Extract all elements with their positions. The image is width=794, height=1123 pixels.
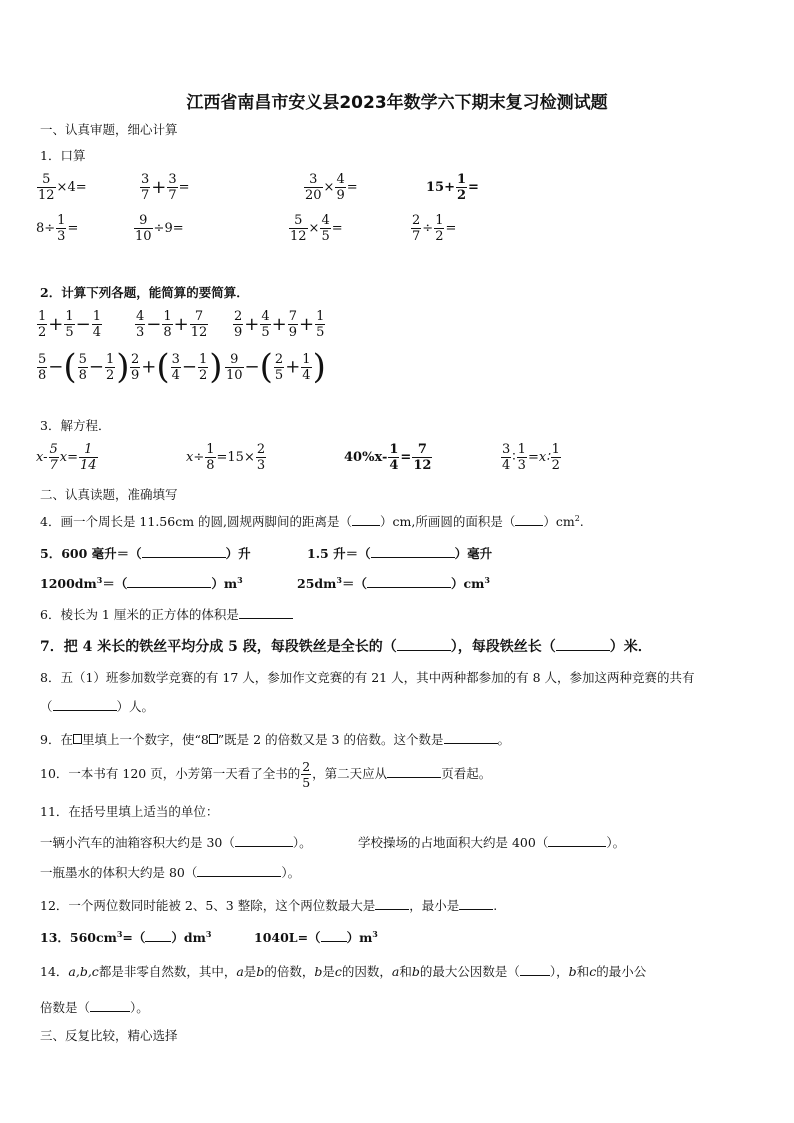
calc-expression-e: $\frac{2}{9}$ +( $\frac{3}{4}$ − $\frac{1}{2}$ )	[131, 347, 223, 387]
answer-blank[interactable]	[520, 963, 550, 976]
question-5-part-b: 1.5 升＝（ ）毫升	[307, 546, 493, 561]
answer-blank[interactable]	[387, 765, 441, 778]
answer-blank[interactable]	[515, 513, 543, 526]
oral-calc-item: $\frac{3}{20}$ × $\frac{4}{9}$ =	[305, 172, 358, 203]
answer-blank[interactable]	[127, 575, 211, 588]
question-6: 6．棱长为 1 厘米的正方体的体积是	[40, 605, 293, 623]
question-13-part-b: 1040L=（ ）$m^3$	[254, 928, 378, 945]
question-11-part-b: 学校操场的占地面积大约是 400（ ）。	[358, 835, 626, 850]
question-10: 10．一本书有 120 页，小芳第一天看了全书的 $\frac{2}{5}$ ，第二天应从 页看起。	[40, 759, 492, 790]
answer-blank[interactable]	[197, 864, 281, 877]
oral-calc-item: $\frac{5}{12}$ × $\frac{4}{5}$ =	[290, 213, 343, 244]
question-8-line-1: 8．五（1）班参加数学竞赛的有 17 人，参加作文竞赛的有 21 人，其中两种都参加的有 8 人，参加这两种竞赛的共有	[40, 670, 695, 685]
question-3-label: 3．解方程．	[40, 418, 111, 433]
oral-calc-item: $\frac{2}{7}$ ÷ $\frac{1}{2}$ =	[412, 213, 457, 244]
equation-3: 40%x- $\frac{1}{4}$ = $\frac{7}{12}$	[344, 442, 432, 473]
answer-blank[interactable]	[145, 929, 171, 942]
answer-blank[interactable]	[235, 834, 293, 847]
answer-blank[interactable]	[375, 897, 409, 910]
equation-4: $\frac{3}{4}$ ∶ $\frac{1}{3}$ =x∶ $\frac{1}{2}$	[502, 442, 560, 473]
question-9: 9．在 里填上一个数字，使“8 ”既是 2 的倍数又是 3 的倍数。这个数是 。	[40, 732, 511, 747]
oral-calc-item: $\frac{9}{10}$ ÷9=	[135, 213, 184, 244]
question-5-part-c: $1200dm^3=$（ ）$m^3$	[40, 574, 243, 591]
answer-blank[interactable]	[352, 513, 380, 526]
question-1-label: 1．口算	[40, 148, 86, 163]
question-11-part-c: 一瓶墨水的体积大约是 80（ ）。	[40, 865, 301, 880]
question-5-part-a: 5．600 毫升＝（ ）升	[40, 546, 251, 561]
question-13-part-a: 13．$560cm^3=$（ ）$dm^3$	[40, 928, 212, 945]
answer-blank[interactable]	[444, 731, 498, 744]
calc-expression-b: $\frac{4}{3}$ − $\frac{1}{8}$ + $\frac{7}{12}$	[136, 309, 208, 340]
calc-expression-a: $\frac{1}{2}$ + $\frac{1}{5}$ − $\frac{1}{4}$	[38, 309, 102, 340]
oral-calc-item: $\frac{3}{7}$ + $\frac{3}{7}$ =	[141, 172, 190, 203]
answer-blank[interactable]	[459, 897, 493, 910]
page-title: 江西省南昌市安义县2023年数学六下期末复习检测试题	[186, 93, 608, 113]
calc-expression-c: $\frac{2}{9}$ + $\frac{4}{5}$ + $\frac{7}{9}$ + $\frac{1}{5}$	[234, 309, 325, 340]
answer-blank[interactable]	[371, 545, 455, 558]
question-12: 12．一个两位数同时能被 2、5、3 整除，这个两位数最大是 ，最小是 .	[40, 898, 498, 913]
answer-blank[interactable]	[321, 929, 347, 942]
question-8-line-2: （ ）人。	[40, 699, 155, 714]
section-heading-3: 三、反复比较，精心选择	[40, 1028, 178, 1043]
answer-blank[interactable]	[367, 575, 451, 588]
question-14-line-1: 14．a,b,c都是非零自然数，其中，a是b的倍数，b是c的因数，a和b的最大公因数是（ ），b和c的最小公	[40, 964, 647, 979]
box-icon	[209, 734, 218, 744]
section-heading-2: 二、认真读题，准确填写	[40, 487, 178, 502]
oral-calc-item: 8÷ $\frac{1}{3}$ =	[36, 213, 79, 244]
calc-expression-d: $\frac{5}{8}$ −( $\frac{5}{8}$ − $\frac{1}{2}$ )	[38, 347, 130, 387]
answer-blank[interactable]	[556, 638, 610, 651]
question-7: 7．把 4 米长的铁丝平均分成 5 段，每段铁丝是全长的（ ），每段铁丝长（ ）米．	[40, 639, 652, 655]
answer-blank[interactable]	[397, 638, 451, 651]
answer-blank[interactable]	[548, 834, 606, 847]
section-heading-1: 一、认真审题，细心计算	[40, 122, 178, 137]
oral-calc-item: 15+ $\frac{1}{2}$ =	[426, 172, 479, 203]
question-5-part-d: $25dm^3=$（ ）$cm^3$	[297, 574, 490, 591]
box-icon	[73, 734, 82, 744]
answer-blank[interactable]	[53, 698, 117, 711]
answer-blank[interactable]	[239, 606, 293, 619]
answer-blank[interactable]	[90, 999, 130, 1012]
question-2-label: 2．计算下列各题，能简算的要简算．	[40, 285, 249, 300]
question-4: 4．画一个周长是 11.56cm 的圆,圆规两脚间的距离是（ ）cm,所画圆的面积是（ ）$cm^2$.	[40, 513, 584, 529]
equation-1: x- $\frac{5}{7}$ x= $\frac{1}{14}$	[36, 442, 97, 473]
question-11-label: 11．在括号里填上适当的单位：	[40, 804, 219, 819]
equation-2: x÷ $\frac{1}{8}$ =15× $\frac{2}{3}$	[186, 442, 266, 473]
question-14-line-2: 倍数是（ ）。	[40, 1000, 149, 1015]
question-11-part-a: 一辆小汽车的油箱容积大约是 30（ ）。	[40, 835, 312, 850]
oral-calc-item: $\frac{5}{12}$ ×4=	[38, 172, 87, 203]
calc-expression-f: $\frac{9}{10}$ −( $\frac{2}{5}$ + $\frac{1}{4}$ )	[226, 347, 326, 387]
answer-blank[interactable]	[142, 545, 226, 558]
